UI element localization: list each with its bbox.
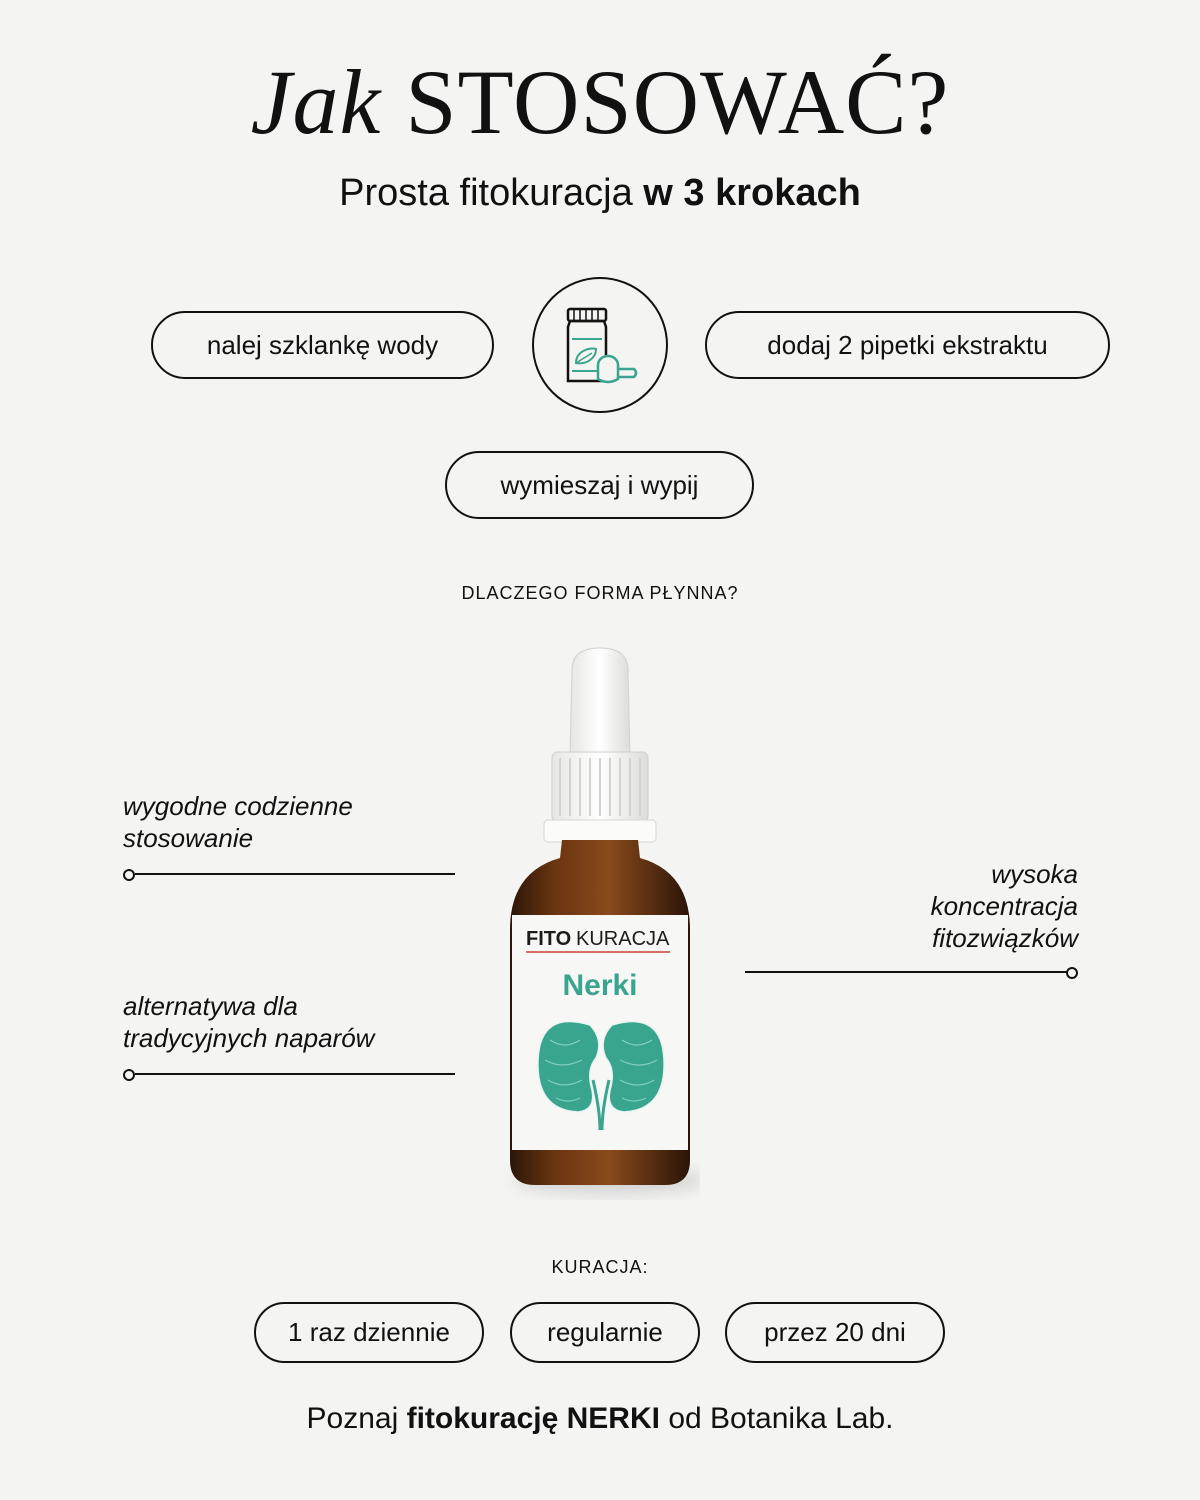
step-3-label: wymieszaj i wypij <box>500 469 699 500</box>
cure-pill-regularity <box>510 1302 700 1363</box>
footer-text <box>0 1402 1200 1436</box>
callout-line <box>135 873 455 875</box>
cure-item-1: 1 raz dziennie <box>288 1317 450 1347</box>
cure-pill-duration <box>725 1302 945 1363</box>
label-product-name: Nerki <box>562 969 638 1002</box>
product-bottle-image <box>500 640 700 1200</box>
footer-prefix: Poznaj <box>306 1402 399 1435</box>
footer-suffix: od Botanika Lab. <box>668 1402 894 1435</box>
subtitle-regular: Prosta fitokuracja <box>339 172 633 214</box>
cure-item-2: regularnie <box>547 1317 663 1347</box>
page-subtitle <box>0 172 1200 215</box>
title-italic: Jak <box>250 51 382 153</box>
footer-bold: fitokurację NERKI <box>406 1402 660 1435</box>
callout-line <box>745 971 1067 973</box>
subtitle-bold: w 3 krokach <box>643 172 861 214</box>
why-liquid-label: DLACZEGO FORMA PŁYNNA? <box>461 583 739 603</box>
cure-item-3: przez 20 dni <box>764 1317 906 1347</box>
callout-dot <box>123 869 135 881</box>
step-pill-1 <box>151 311 494 379</box>
title-caps: STOSOWAĆ? <box>405 51 950 153</box>
page-title <box>0 52 1200 153</box>
callout-daily-use: wygodne codzienne stosowanie <box>123 791 353 853</box>
callout-concentration: wysoka koncentracja fitozwiązków <box>930 859 1078 953</box>
callout-dot <box>1066 967 1078 979</box>
step-1-label: nalej szklankę wody <box>206 329 439 360</box>
step-2-label: dodaj 2 pipetki ekstraktu <box>767 329 1048 360</box>
callout-dot <box>123 1069 135 1081</box>
step-pill-3 <box>445 451 754 519</box>
label-brand-bold: FITO <box>526 928 572 950</box>
cure-pill-frequency <box>254 1302 484 1363</box>
callout-alternative: alternatywa dla tradycyjnych naparów <box>123 991 375 1053</box>
label-brand-regular: KURACJA <box>576 928 670 950</box>
bottle-and-scoop-icon <box>532 277 668 413</box>
callout-line <box>135 1073 455 1075</box>
step-pill-2 <box>705 311 1110 379</box>
cure-label: KURACJA: <box>551 1257 649 1277</box>
